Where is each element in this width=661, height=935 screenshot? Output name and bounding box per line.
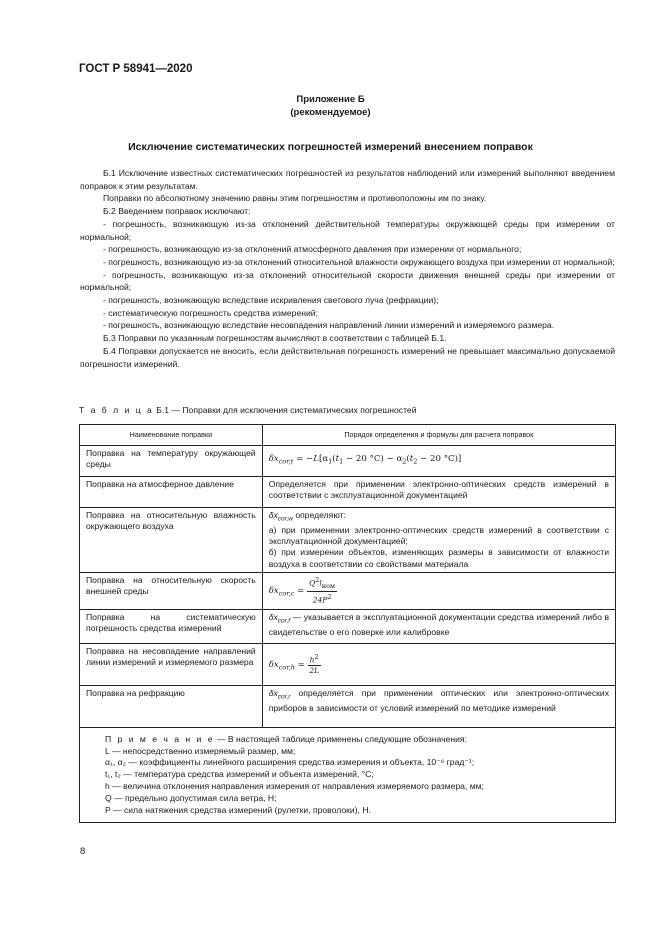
formula-wind: $\delta x_{cor,c}$ = $\frac{Q^2l_{ном}}{24P^2}$ <box>262 572 615 609</box>
description-text: определяется при применении оптических или электронно-оптических приборов в зависимости от условий измерений по методике измерений <box>268 687 609 713</box>
section-title: Исключение систематических погрешностей измерений внесением поправок <box>128 141 533 153</box>
list-item: - погрешность, возникающую вследствие искривления светового луча (рефракции); <box>103 295 439 306</box>
correction-description: Определяется при применении электронно-оптических средств измерений в соответствии с эксплуатационной документацией <box>262 477 615 508</box>
note-item: α₁, α₂ — коэффициенты линейного расширения средства измерения и объекта, 10⁻⁶ град⁻¹; <box>105 757 475 768</box>
note-label: П р и м е ч а н и е <box>105 733 215 744</box>
list-item: - погрешность, возникающую из-за отклонений относительной скорости движения внешней среды при измерении от нормальной; <box>80 269 615 293</box>
table-row <box>80 446 616 477</box>
description-line: а) при применении электронно-оптических средств измерений в соответствии с эксплуатационной документацией; <box>268 524 609 547</box>
correction-name: Поправка на относительную влажность окружающего воздуха <box>80 508 263 573</box>
correction-description: $\delta x_{cor,r}$ определяется при применении оптических или электронно-оптических приборов в зависимости от условий измерений по методике измерений <box>262 685 615 727</box>
appendix-subtitle: (рекомендуемое) <box>290 107 371 118</box>
note-item: Q — предельно допустимая сила ветра, Н; <box>105 792 277 803</box>
corrections-table <box>79 424 616 823</box>
list-item: - погрешность, возникающую из-за отклонений относительной влажности окружающего воздуха при измерении от нормальной; <box>103 256 615 267</box>
correction-name: Поправка на систематическую погрешность средства измерений <box>80 609 263 643</box>
table-row <box>80 643 616 685</box>
table-row <box>80 508 616 573</box>
note-item: L — непосредственно измеряемый размер, мм; <box>105 745 296 756</box>
note-item: h — величина отклонения направления измерения от направления измеряемого размера, мм; <box>105 780 484 791</box>
table-row <box>80 572 616 609</box>
paragraph: Б.4 Поправки допускается не вносить, если действительная погрешность измерений не превышает максимально допускаемой погрешности измерений. <box>80 345 615 369</box>
table-caption <box>79 405 417 415</box>
table-row <box>80 685 616 727</box>
table-row <box>80 477 616 508</box>
description-line: б) при измерении объектов, изменяющих размеры в зависимости от влажности воздуха в соответствии со свойствами материала <box>268 547 609 569</box>
list-item: - систематическую погрешность средства измерений; <box>103 307 318 318</box>
paragraph: Б.1 Исключение известных систематических погрешностей из результатов наблюдений или измерений выполняют введением поправок к этим результатам. <box>80 168 615 191</box>
list-item: - погрешность, возникающую вследствие несовпадения направлений линии измерений и измеряемого размера. <box>103 320 555 331</box>
note-item: t₁, t₂ — температура средства измерений и объекта измерений, °C; <box>105 769 374 780</box>
paragraph: Б.3 Поправки по указанным погрешностям вычисляют в соответствии с таблицей Б.1. <box>103 333 447 344</box>
description-text: — указывается в эксплуатационной документации средства измерений либо в свидетельстве о его поверке или калибровке <box>268 611 610 637</box>
table-row <box>80 609 616 643</box>
document-code: ГОСТ Р 58941—2020 <box>79 63 193 75</box>
correction-name: Поправка на несовпадение направлений линии измерений и измеряемого размера <box>80 643 263 685</box>
formula-misalignment: $\delta x_{cor,h}$ = $\frac{h^2}{2L}$ <box>262 643 615 685</box>
column-header-name: Наименование поправки <box>80 425 263 446</box>
paragraph: Б.2 Введением поправок исключают: <box>103 206 251 217</box>
correction-name: Поправка на рефракцию <box>80 685 263 727</box>
list-item: - погрешность, возникающую из-за отклонений действительной температуры окружающей среды при измерении от нормальной; <box>80 218 615 242</box>
correction-description: $\delta x_{cor,w}$ определяют: а) при применении электронно-оптических средств измерений в соответствии с эксплуатационной документацией; б) при измерении объектов, изменяющих размеры в зависимости от влажности воздуха в соответствии со свойствами материала <box>262 508 615 573</box>
page-number: 8 <box>80 846 86 857</box>
correction-description: $\delta x_{cor,f}$ — указывается в эксплуатационной документации средства измерений либо в свидетельстве о его поверке или калибровке <box>262 609 615 643</box>
body-text <box>80 167 615 370</box>
table-note <box>80 727 616 823</box>
table-note-row <box>80 727 616 823</box>
appendix-heading <box>0 93 661 119</box>
correction-name: Поправка на атмосферное давление <box>80 477 263 508</box>
correction-name: Поправка на относительную скорость внешней среды <box>80 572 263 609</box>
table-header-row <box>80 425 616 446</box>
description-lead: определяют: <box>295 510 346 520</box>
correction-name: Поправка на температуру окружающей среды <box>80 446 263 477</box>
column-header-formula: Порядок определения и формулы для расчета поправок <box>262 425 615 446</box>
table-caption-text: Б.1 — Поправки для исключения систематических погрешностей <box>156 405 417 415</box>
appendix-title: Приложение Б <box>296 94 365 105</box>
formula-temperature: $\delta x_{cor,t} = -L[\alpha_1(t_1 - 20$ $^\circ C) - \alpha_2(t_2 - 20$ °C)] <box>262 446 615 477</box>
list-item: - погрешность, возникающую из-за отклонений атмосферного давления при измерении от нормального; <box>103 244 522 255</box>
note-item: P — сила натяжения средства измерений (рулетки, проволоки), Н. <box>105 804 371 815</box>
paragraph: Поправки по абсолютному значению равны этим погрешностям и противоположны им по знаку. <box>103 193 487 204</box>
table-caption-label: Т а б л и ц а <box>79 405 154 415</box>
note-intro: — В настоящей таблице применены следующие обозначения: <box>216 733 467 744</box>
